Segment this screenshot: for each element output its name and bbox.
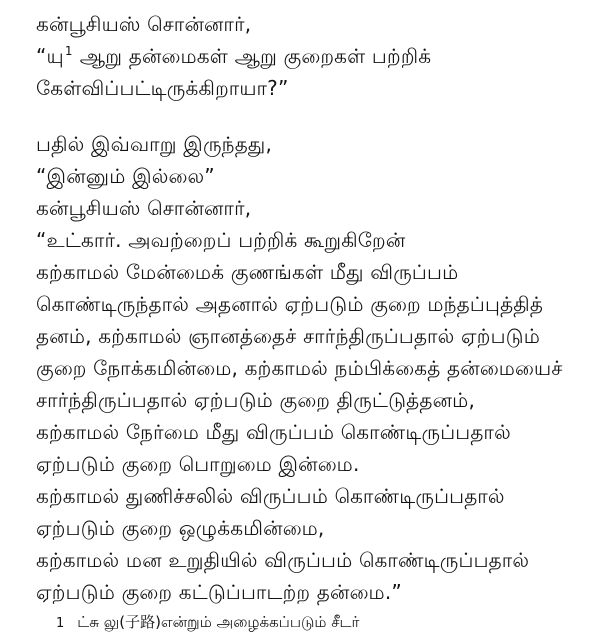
footnote-reference: 1	[64, 44, 73, 59]
text-line: “இன்னும் இல்லை”	[36, 164, 215, 188]
text-line: ஏற்படும் குறை கட்டுப்பாடற்ற தன்மை.”	[36, 580, 402, 604]
text-line: குறை நோக்கமின்மை, கற்காமல் நம்பிக்கைத் தன்மையைச்	[36, 356, 563, 380]
text-line: “உட்கார். அவற்றைப் பற்றிக் கூறுகிறேன்	[36, 228, 406, 252]
text-line: கேள்விப்பட்டிருக்கிறாயா?”	[36, 76, 289, 100]
text-line: தனம், கற்காமல் ஞானத்தைச் சார்ந்திருப்பதால் ஏற்படும்	[36, 324, 541, 348]
text-line: கற்காமல் மேன்மைக் குணங்கள் மீது விருப்பம்	[36, 260, 459, 284]
footnote-text: ட்சு லு(子路)என்றும் அழைக்கப்படும் சீடர்	[77, 613, 360, 631]
text-line: சார்ந்திருப்பதால் ஏற்படும் குறை திருட்டுத்தனம்,	[36, 388, 476, 412]
dialogue-paragraph-2	[36, 128, 580, 608]
text-line: ஏற்படும் குறை ஒழுக்கமின்மை,	[36, 516, 325, 540]
text-line: பதில் இவ்வாறு இருந்தது,	[36, 132, 273, 156]
text-line: கற்காமல் மன உறுதியில் விருப்பம் கொண்டிருப்பதால்	[36, 548, 530, 572]
text-line	[36, 40, 580, 72]
text-line: கன்பூசியஸ் சொன்னார்,	[36, 196, 252, 220]
text-line: கற்காமல் துணிச்சலில் விருப்பம் கொண்டிருப்பதால்	[36, 484, 505, 508]
dialogue-paragraph-1	[36, 8, 580, 104]
text-line: கன்பூசியஸ் சொன்னார்,	[36, 12, 252, 36]
quote-open-text: “யு	[36, 44, 64, 68]
text-line: ஏற்படும் குறை பொறுமை இன்மை.	[36, 452, 360, 476]
footnote-marker: 1	[56, 616, 65, 631]
text-line: கற்காமல் நேர்மை மீது விருப்பம் கொண்டிருப்பதால்	[36, 420, 511, 444]
text-line: கொண்டிருந்தால் அதனால் ஏற்படும் குறை மந்தப்புத்தித்	[36, 292, 544, 316]
line-text: ஆறு தன்மைகள் ஆறு குறைகள் பற்றிக்	[79, 44, 432, 68]
footnote	[56, 610, 580, 636]
